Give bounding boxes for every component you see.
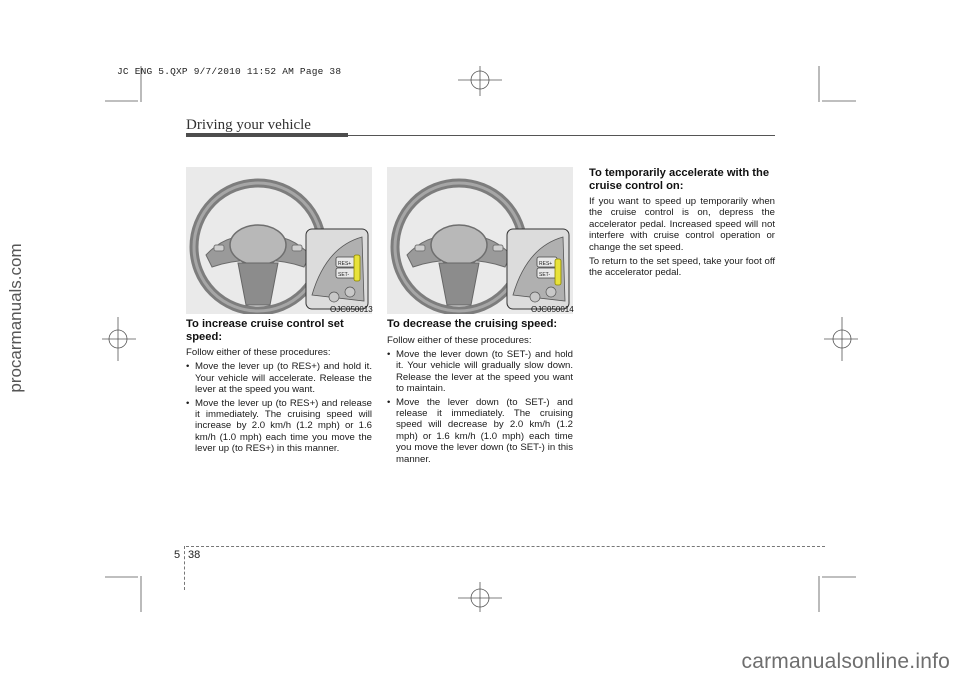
section-intro: Follow either of these procedures: <box>387 334 532 346</box>
steering-wheel-illustration <box>186 167 372 314</box>
section-decrease <box>387 318 573 467</box>
print-slug: JC ENG 5.QXP 9/7/2010 11:52 AM Page 38 <box>117 66 342 77</box>
procedure-list <box>186 361 372 454</box>
section-heading: To increase cruise control set speed: <box>186 318 344 343</box>
figure-code: OJC050014 <box>531 305 574 314</box>
set-label: SET- <box>338 272 350 278</box>
page-number: 38 <box>188 549 201 561</box>
steering-wheel-illustration <box>387 167 573 314</box>
section-increase <box>186 318 372 457</box>
res-label: RES+ <box>338 261 352 267</box>
set-label: SET- <box>539 272 551 278</box>
steering-wheel-figure-2 <box>387 167 573 314</box>
running-header-title: Driving your vehicle <box>186 117 311 133</box>
res-label: RES+ <box>539 261 553 267</box>
paragraph: If you want to speed up temporarily when the cruise control is on, depress the accelerator pedal. Increased speed will not interfere with cruise control operation or change the set speed. <box>589 196 775 253</box>
bottom-watermark[interactable]: carmanualsonline.info <box>741 650 950 673</box>
header-bar <box>186 133 348 137</box>
section-accelerate <box>589 167 775 282</box>
footer-rule <box>186 546 825 547</box>
section-heading: To decrease the cruising speed: <box>387 318 558 330</box>
figure-code: OJC050013 <box>330 305 373 314</box>
list-item: • Move the lever down (to SET-) and hold it. Your vehicle will gradually slow down. Release the lever at the speed you want to maintain. <box>387 349 573 395</box>
footer-divider <box>184 546 185 590</box>
list-item: • Move the lever up (to RES+) and hold it. Your vehicle will accelerate. Release the lever at the speed you want. <box>186 361 372 395</box>
list-item: • Move the lever up (to RES+) and release it immediately. The cruising speed will increase by 2.0 km/h (1.2 mph) or 1.6 km/h (1.0 mph) each time you move the lever up (to RES+) in this manner. <box>186 398 372 455</box>
section-number: 5 <box>174 549 181 561</box>
section-heading: To temporarily accelerate with the cruise control on: <box>589 167 770 192</box>
paragraph: To return to the set speed, take your foot off the accelerator pedal. <box>589 256 775 279</box>
side-watermark[interactable]: procarmanuals.com <box>6 243 25 393</box>
section-intro: Follow either of these procedures: <box>186 347 331 358</box>
steering-wheel-figure-1 <box>186 167 372 314</box>
procedure-list <box>387 349 573 465</box>
list-item: • Move the lever down (to SET-) and release it immediately. The cruising speed will decrease by 2.0 km/h (1.2 mph) or 1.6 km/h (1.0 mph) each time you move the lever down (to SET-) in this manner. <box>387 397 573 465</box>
